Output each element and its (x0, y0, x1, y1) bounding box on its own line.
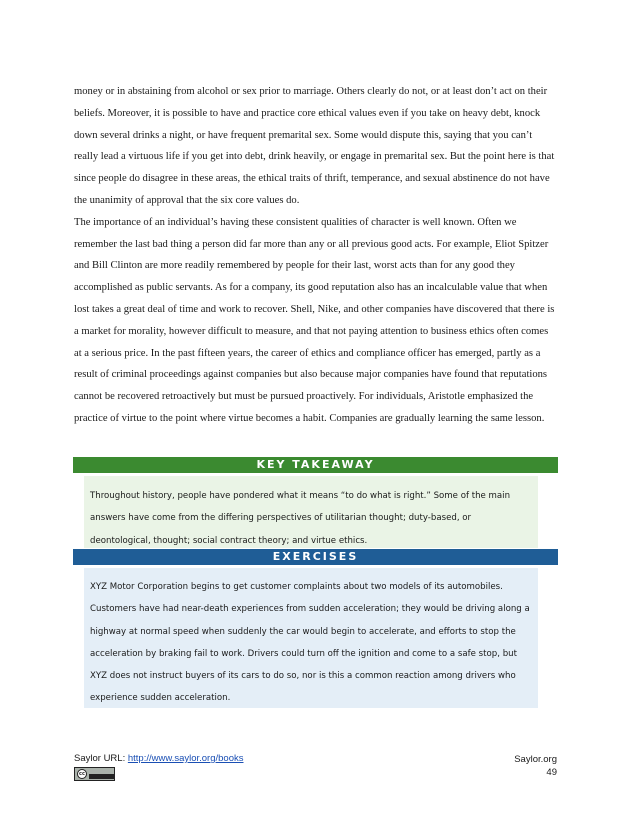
cc-logo-icon: cc (77, 769, 87, 779)
body-text (74, 81, 558, 430)
page-number: 49 (546, 767, 557, 778)
exercises-text: XYZ Motor Corporation begins to get customer complaints about two models of its automobiles. Customers have had near-death experiences from sudden acceleration; they would be driving along a highway at normal speed when suddenly the car would begin to accelerate, and efforts to stop the acceleration by braking fail to work. Drivers could turn off the ignition and come to a safe stop, but XYZ does not instruct buyers of its cars to do so, nor is this a common reaction among drivers who experience sudden acceleration. (90, 582, 530, 704)
footer-right (514, 753, 557, 779)
cc-license-strip (89, 774, 114, 779)
key-takeaway-box (84, 476, 538, 548)
key-takeaway-text: Throughout history, people have pondered what it means “to do what is right.” Some of the main answers have come from the differing perspectives of utilitarian thought; duty-based, or deontological, thought; social contract theory; and virtue ethics. (90, 491, 511, 546)
saylor-books-link[interactable]: http://www.saylor.org/books (127, 753, 244, 764)
exercises-box (84, 568, 538, 708)
creative-commons-icon[interactable] (74, 767, 115, 781)
body-paragraph: money or in abstaining from alcohol or sex prior to marriage. Others clearly do not, or at least don’t act on their beliefs. Moreover, it is possible to have and practice core ethical values even if you take on heavy debt, knock down several drinks a night, or have frequent premarital sex. Some would dispute this, saying that you can’t really lead a virtuous life if you get into debt, drink heavily, or engage in premarital sex. But the point here is that since people do disagree in these areas, the ethical traits of thrift, temperance, and sexual abstinence do not have the unanimity of approval that the six core values do. (74, 86, 555, 206)
footer-url-label: Saylor URL: (74, 753, 128, 764)
exercises-header: EXERCISES (73, 549, 558, 565)
footer-source (74, 753, 244, 764)
body-paragraph: The importance of an individual’s having these consistent qualities of character is well known. Often we remember the last bad thing a person did far more than any or all previous good acts. For example, Eliot Spitzer and Bill Clinton are more readily remembered by people for their last, worst acts than for any good they accomplished as public servants. As for a company, its good reputation also has an incalculable value that when lost takes a great deal of time and work to recover. Shell, Nike, and other companies have discovered that there is a market for morality, however difficult to measure, and that not paying attention to business ethics often comes at a serious price. In the past fifteen years, the career of ethics and compliance officer has emerged, partly as a result of criminal proceedings against companies but also because major companies have found that reputations cannot be recovered retroactively but must be pursued proactively. For individuals, Aristotle emphasized the practice of virtue to the point where virtue becomes a habit. Companies are gradually learning the same lesson. (74, 216, 555, 424)
footer-site: Saylor.org (514, 754, 557, 765)
key-takeaway-header: KEY TAKEAWAY (73, 457, 558, 473)
